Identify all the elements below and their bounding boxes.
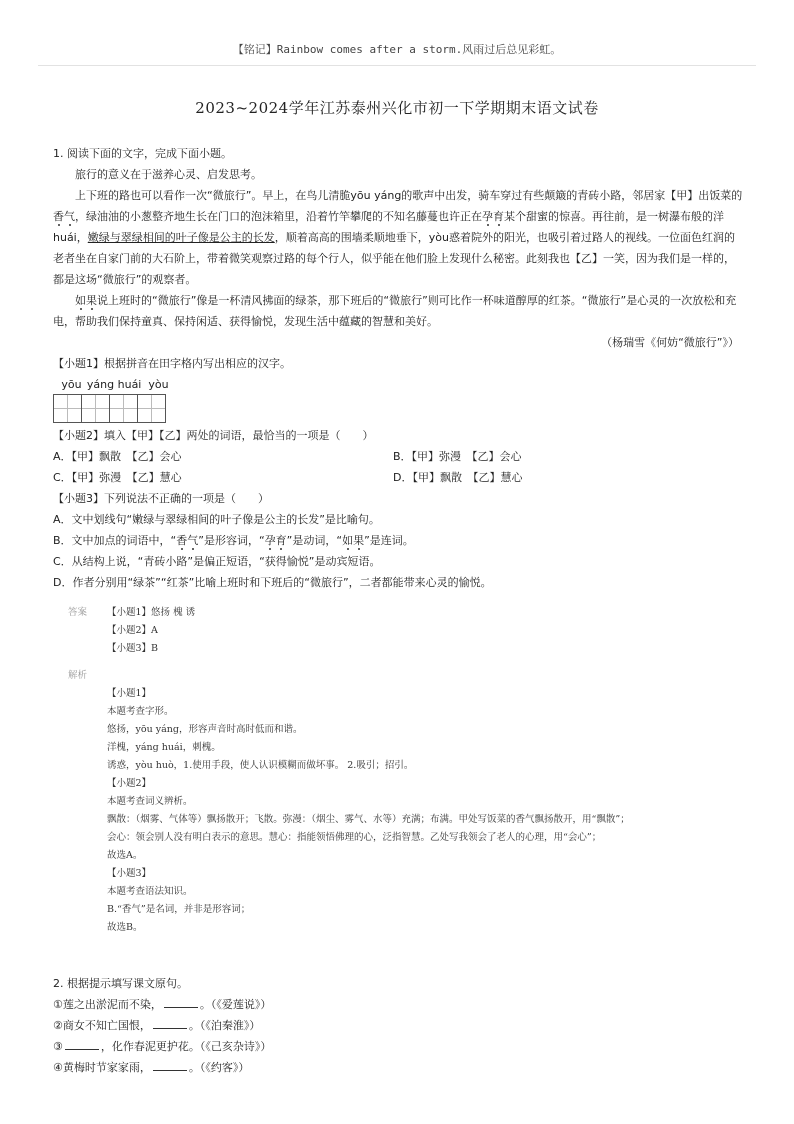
text-run: 。（《约客》） xyxy=(188,1061,250,1074)
answer-line: 【小题2】A xyxy=(107,625,158,636)
subquestion-2-options-row-2 xyxy=(53,467,743,488)
dotted-char: 香 xyxy=(176,534,188,547)
analysis-line: 本题考查词义辨析。 xyxy=(107,796,193,807)
answer-label: 答案 xyxy=(68,607,88,618)
dotted-char: 香 xyxy=(53,210,64,223)
option-a[interactable]: A．【甲】飘散 【乙】会心 xyxy=(53,450,182,463)
passage-paragraph-1: 旅行的意义在于滋养心灵、启发思考。 xyxy=(75,168,262,181)
analysis-line: 诱惑，yòu huò，1.使用手段，使人认识模糊而做坏事。 2.吸引；招引。 xyxy=(107,760,414,771)
text-run: B．文中加点的词语中，“ xyxy=(53,534,177,547)
text-run: ④黄梅时节家家雨， xyxy=(53,1061,151,1074)
dotted-char: 果 xyxy=(353,534,365,547)
tianzige-cell[interactable] xyxy=(53,394,82,423)
pinyin-1: yōu xyxy=(61,378,82,391)
text-run: 上下班的路也可以看作一次“微旅行”。早上，在鸟儿清脆yōu yáng的歌声中出发，骑车穿过有些颠簸的青砖小路，邻居家【甲】出饭菜的 xyxy=(75,189,743,202)
pinyin-2: yáng xyxy=(86,378,115,391)
fill-item-1 xyxy=(53,994,743,1015)
pinyin-4: yòu xyxy=(148,378,169,391)
option-c[interactable]: C．【甲】弥漫 【乙】慧心 xyxy=(53,471,182,484)
analysis-line: 洋槐，yáng huái，刺槐。 xyxy=(107,742,221,753)
text-run: ，绿油油的小葱整齐地生长在门口的泡沫箱里，沿着竹竿攀爬的不知名藤蔓也许正在 xyxy=(75,210,482,223)
option-d[interactable]: D．【甲】飘散 【乙】慧心 xyxy=(393,471,523,484)
text-run: ，化作春泥更护花。（《己亥杂诗》） xyxy=(100,1040,272,1053)
dotted-char: 如 xyxy=(342,534,354,547)
subquestion-3-option-a[interactable]: A．文中划线句“嫩绿与翠绿相间的叶子像是公主的长发”是比喻句。 xyxy=(53,513,380,526)
option-b[interactable]: B．【甲】弥漫 【乙】会心 xyxy=(393,450,522,463)
dotted-char: 育 xyxy=(275,534,287,547)
analysis-line: 【小题2】 xyxy=(107,778,152,789)
analysis-line: B.“香气”是名词，并非是形容词； xyxy=(107,904,251,915)
passage-paragraph-3 xyxy=(53,290,743,332)
dotted-char: 孕 xyxy=(264,534,276,547)
answer-blank[interactable] xyxy=(153,1060,187,1071)
subquestion-2-options-row-1 xyxy=(53,446,743,467)
fill-item-3 xyxy=(53,1036,743,1057)
answer-blank[interactable] xyxy=(164,997,198,1008)
analysis-line: 飘散：（烟雾、气体等）飘扬散开；飞散。弥漫：（烟尘、雾气、水等）充满；布满。甲处写饭菜的香气飘扬散开，用“飘散”； xyxy=(107,814,630,825)
subquestion-3-option-d[interactable]: D．作者分别用“绿茶”“红茶”比喻上班时和下班后的“微旅行”，二者都能带来心灵的愉悦。 xyxy=(53,576,492,589)
dotted-char: 孕 xyxy=(482,210,493,223)
pinyin-3: huái xyxy=(117,378,142,391)
text-run: 某个甜蜜的惊喜。再往前，是一树瀑布般的洋huái， xyxy=(53,210,724,244)
analysis-line: 故选A。 xyxy=(107,850,143,861)
analysis-line: 会心：领会别人没有明白表示的意思。慧心：指能领悟佛理的心，泛指智慧。乙处写我领会了老人的心理，用“会心”； xyxy=(107,832,602,843)
text-run: ”是动词，“ xyxy=(286,534,343,547)
text-run: ”是连词。 xyxy=(364,534,414,547)
passage-paragraph-2 xyxy=(53,185,743,290)
tianzige-cell[interactable] xyxy=(81,394,110,423)
analysis-line: 悠扬，yōu yáng，形容声音时高时低而和谐。 xyxy=(107,724,303,735)
tianzige-grid xyxy=(53,394,743,423)
answer-blank[interactable] xyxy=(153,1018,187,1029)
subquestion-3-option-b[interactable] xyxy=(53,530,743,551)
analysis-line: 【小题3】 xyxy=(107,868,152,879)
dotted-char: 育 xyxy=(493,210,504,223)
answer-section xyxy=(68,604,748,658)
tianzige-cell[interactable] xyxy=(109,394,138,423)
text-run: 。（《泊秦淮》） xyxy=(188,1019,261,1032)
answer-line: 【小题3】B xyxy=(107,643,159,654)
analysis-line: 故选B。 xyxy=(107,922,143,933)
subquestion-3: 【小题3】下列说法不正确的一项是（ ） xyxy=(53,492,269,505)
subquestion-2: 【小题2】填入【甲】【乙】两处的词语，最恰当的一项是（ ） xyxy=(53,429,374,442)
dotted-char: 如 xyxy=(75,294,86,307)
underlined-sentence: 嫩绿与翠绿相间的叶子像是公主的长发 xyxy=(87,231,275,244)
page-motto: 【铭记】Rainbow comes after a storm.风雨过后总见彩虹。 xyxy=(232,43,562,56)
analysis-line: 本题考查语法知识。 xyxy=(107,886,193,897)
answer-blank[interactable] xyxy=(65,1039,99,1050)
subquestion-1: 【小题1】根据拼音在田字格内写出相应的汉字。 xyxy=(53,357,291,370)
text-run: ①莲之出淤泥而不染， xyxy=(53,998,162,1011)
text-run: ”是形容词，“ xyxy=(198,534,265,547)
text-run: 说上班时的“微旅行”像是一杯清风拂面的绿茶，那下班后的“微旅行”则可比作一杯味道醇厚的红茶。“微旅行”是心灵的一次放松和充电，帮助我们保持童真、保持闲适、获得愉悦，发现生活中蕴藏的智慧和美好。 xyxy=(53,294,737,328)
fill-item-2 xyxy=(53,1015,743,1036)
text-run: ②商女不知亡国恨， xyxy=(53,1019,151,1032)
question-1-stem: 1. 阅读下面的文字，完成下面小题。 xyxy=(53,147,232,160)
dotted-char: 果 xyxy=(86,294,97,307)
text-run: 。（《爱莲说》） xyxy=(199,998,272,1011)
analysis-label: 解析 xyxy=(68,670,88,681)
answer-body xyxy=(107,604,748,658)
analysis-line: 本题考查字形。 xyxy=(107,706,174,717)
question-1 xyxy=(53,143,743,593)
tianzige-cell[interactable] xyxy=(137,394,166,423)
dotted-char: 气 xyxy=(64,210,75,223)
header-divider xyxy=(38,65,756,66)
text-run: ，顺着高高的围墙柔顺地垂下，yòu惑着院外的阳光，也吸引着过路人的视线。一位面色红润的老者坐在自家门前的大石阶上，带着微笑观察过路的每个行人，似乎能在他们脸上发现什么秘密。此刻我也【乙】一笑，因为我们是一样的，都是这场“微旅行”的观察者。 xyxy=(53,231,735,286)
text-run: ③ xyxy=(53,1040,63,1053)
dotted-char: 气 xyxy=(187,534,199,547)
pinyin-row xyxy=(57,376,743,393)
analysis-section xyxy=(68,667,748,937)
analysis-body xyxy=(107,667,748,937)
fill-item-4 xyxy=(53,1057,743,1078)
question-2 xyxy=(53,973,743,1078)
passage-source: （杨瑞雪《何妨“微旅行”》） xyxy=(601,336,739,349)
question-2-stem: 2. 根据提示填写课文原句。 xyxy=(53,977,188,990)
analysis-line: 【小题1】 xyxy=(107,688,152,699)
page-title: 2023~2024学年江苏泰州兴化市初一下学期期末语文试卷 xyxy=(195,99,599,117)
answer-line: 【小题1】悠扬 槐 诱 xyxy=(107,607,196,618)
subquestion-3-option-c[interactable]: C．从结构上说，“青砖小路”是偏正短语，“获得愉悦”是动宾短语。 xyxy=(53,555,381,568)
